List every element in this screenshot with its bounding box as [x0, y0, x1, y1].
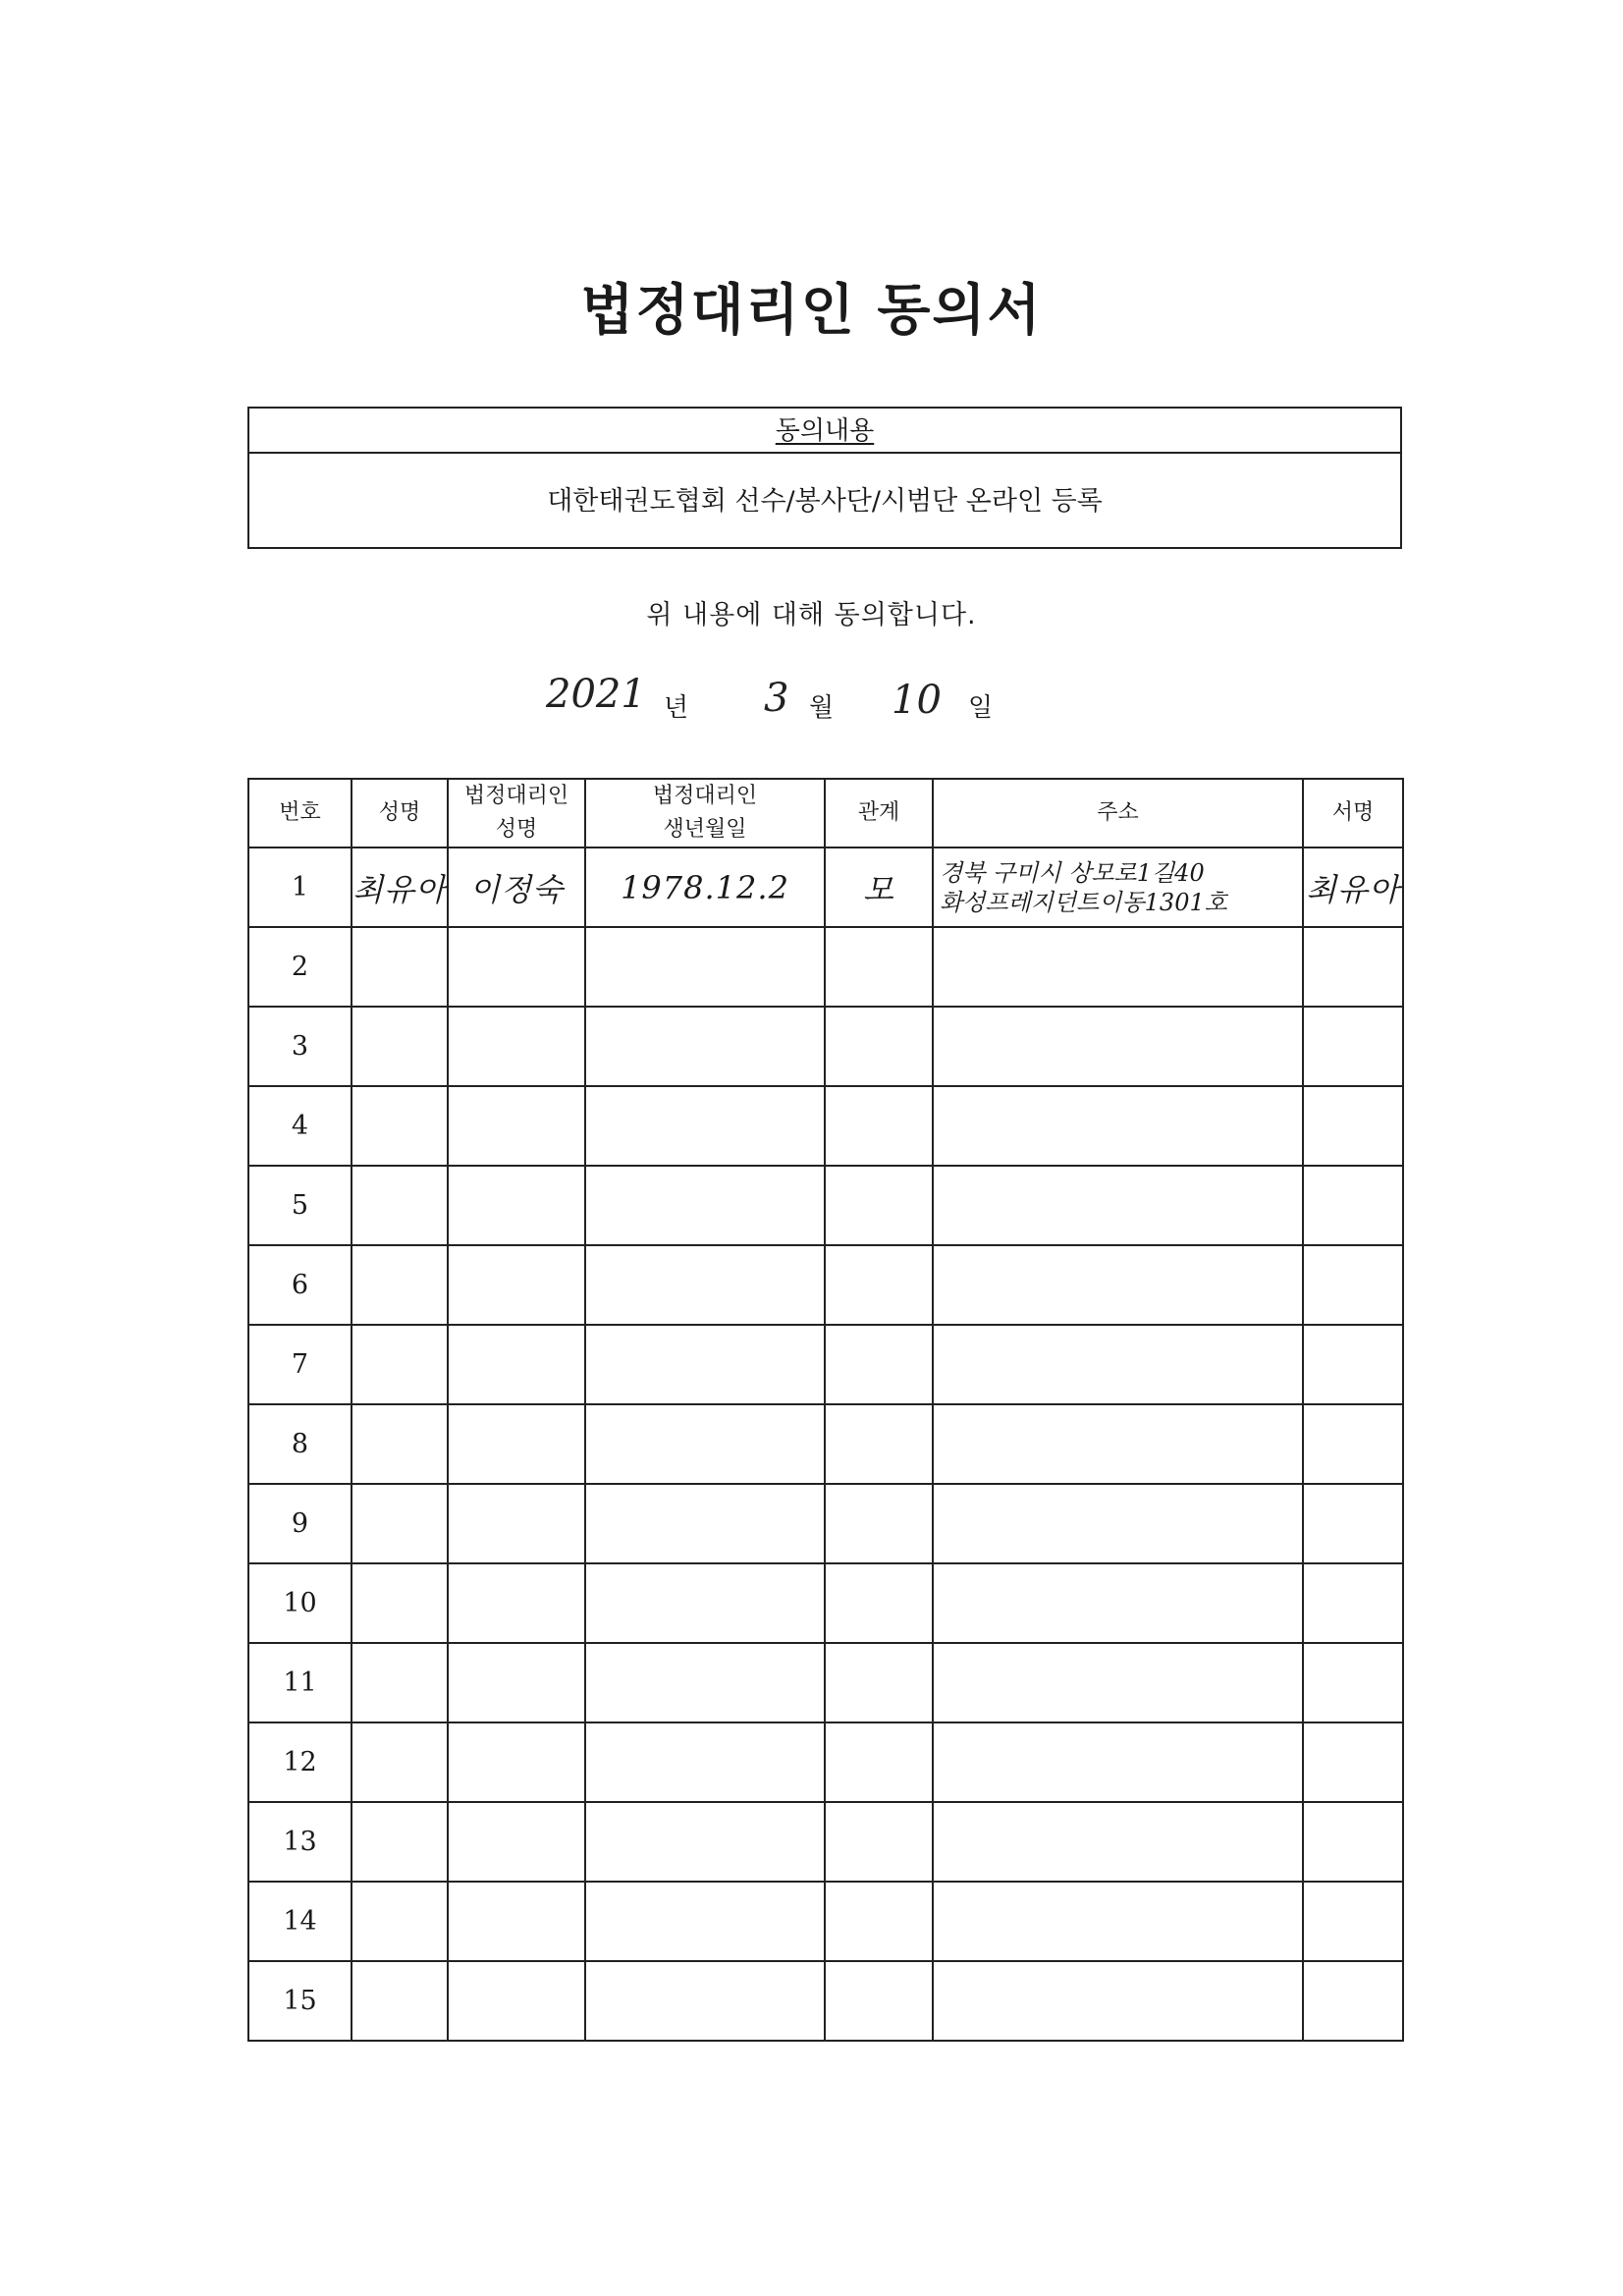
- header-name: 성명: [352, 779, 448, 847]
- cell-guardian-birth[interactable]: [585, 1245, 825, 1325]
- cell-guardian-birth[interactable]: [585, 1484, 825, 1563]
- cell-guardian-birth[interactable]: [585, 1722, 825, 1802]
- cell-address[interactable]: [933, 927, 1303, 1007]
- consent-body-text: 대한태권도협회 선수/봉사단/시범단 온라인 등록: [547, 486, 1103, 517]
- cell-name[interactable]: [352, 1722, 448, 1802]
- row-number: 4: [248, 1086, 352, 1166]
- row-number: 9: [248, 1484, 352, 1563]
- cell-guardian-birth[interactable]: [585, 1882, 825, 1961]
- cell-relation[interactable]: [825, 1404, 933, 1484]
- cell-relation[interactable]: [825, 1245, 933, 1325]
- header-relation: 관계: [825, 779, 933, 847]
- cell-name[interactable]: [352, 1882, 448, 1961]
- cell-address[interactable]: [933, 1961, 1303, 2041]
- table-row: [248, 1643, 1403, 1722]
- consent-header-label: 동의내용: [775, 416, 875, 446]
- agreement-statement: 위 내용에 대해 동의합니다.: [646, 600, 977, 630]
- cell-guardian-name[interactable]: [448, 1802, 585, 1882]
- cell-guardian-name[interactable]: [448, 927, 585, 1007]
- cell-signature[interactable]: [1303, 1086, 1403, 1166]
- cell-signature[interactable]: [1303, 1961, 1403, 2041]
- cell-address[interactable]: [933, 1007, 1303, 1086]
- cell-guardian-birth[interactable]: [585, 1166, 825, 1245]
- cell-guardian-name[interactable]: [448, 1484, 585, 1563]
- cell-name[interactable]: [352, 1404, 448, 1484]
- header-guardian-name-line1: 법정대리인: [463, 784, 569, 808]
- row-number: 13: [248, 1802, 352, 1882]
- cell-guardian-birth[interactable]: [585, 1563, 825, 1643]
- cell-guardian-name[interactable]: [448, 1563, 585, 1643]
- cell-guardian-name[interactable]: [448, 1404, 585, 1484]
- table-row: [248, 1086, 1403, 1166]
- row-number: 7: [248, 1325, 352, 1404]
- cell-name[interactable]: [352, 1643, 448, 1722]
- table-row: [248, 1166, 1403, 1245]
- cell-guardian-birth[interactable]: [585, 1404, 825, 1484]
- table-row: [248, 1961, 1403, 2041]
- cell-address-line1: 경북 구미시 상모로1길40: [940, 858, 1205, 887]
- cell-name[interactable]: [352, 1325, 448, 1404]
- cell-name[interactable]: [352, 1166, 448, 1245]
- header-guardian-name: [448, 779, 585, 847]
- cell-signature[interactable]: 최유아: [1303, 847, 1403, 927]
- cell-guardian-birth[interactable]: [585, 1802, 825, 1882]
- date-month[interactable]: 3: [764, 676, 789, 721]
- consent-table-wrapper: [247, 778, 1404, 2042]
- cell-guardian-name[interactable]: [448, 1007, 585, 1086]
- cell-relation[interactable]: [825, 1722, 933, 1802]
- table-body: [248, 847, 1403, 2041]
- table-row: [248, 1404, 1403, 1484]
- row-number: 11: [248, 1643, 352, 1722]
- cell-signature[interactable]: [1303, 1563, 1403, 1643]
- date-day[interactable]: 10: [892, 678, 942, 723]
- header-guardian-birth-line2: 생년월일: [663, 817, 747, 842]
- cell-signature[interactable]: [1303, 1802, 1403, 1882]
- cell-signature[interactable]: [1303, 1245, 1403, 1325]
- cell-signature[interactable]: [1303, 1007, 1403, 1086]
- cell-relation[interactable]: [825, 1643, 933, 1722]
- row-number: 6: [248, 1245, 352, 1325]
- cell-signature[interactable]: [1303, 1484, 1403, 1563]
- table-row: [248, 1484, 1403, 1563]
- row-number: 2: [248, 927, 352, 1007]
- cell-guardian-name[interactable]: [448, 1166, 585, 1245]
- header-no: 번호: [248, 779, 352, 847]
- consent-content-box: [247, 407, 1402, 549]
- cell-address[interactable]: [933, 1563, 1303, 1643]
- cell-name[interactable]: [352, 1802, 448, 1882]
- header-guardian-birth: [585, 779, 825, 847]
- row-number: 10: [248, 1563, 352, 1643]
- cell-signature[interactable]: [1303, 1166, 1403, 1245]
- consent-header: [249, 409, 1400, 454]
- cell-address[interactable]: [933, 1166, 1303, 1245]
- date-line: [0, 674, 1623, 733]
- cell-relation[interactable]: [825, 1166, 933, 1245]
- cell-relation[interactable]: [825, 1882, 933, 1961]
- cell-name[interactable]: [352, 927, 448, 1007]
- cell-signature[interactable]: [1303, 1404, 1403, 1484]
- cell-guardian-name[interactable]: [448, 1086, 585, 1166]
- cell-relation[interactable]: [825, 1086, 933, 1166]
- cell-signature[interactable]: [1303, 1882, 1403, 1961]
- cell-guardian-name[interactable]: [448, 1643, 585, 1722]
- cell-guardian-birth[interactable]: [585, 927, 825, 1007]
- row-number: 1: [248, 847, 352, 927]
- cell-guardian-name[interactable]: [448, 1325, 585, 1404]
- cell-address[interactable]: [933, 1802, 1303, 1882]
- table-row: [248, 1245, 1403, 1325]
- cell-address[interactable]: [933, 1325, 1303, 1404]
- header-signature: 서명: [1303, 779, 1403, 847]
- cell-relation[interactable]: [825, 1484, 933, 1563]
- header-address: 주소: [933, 779, 1303, 847]
- cell-guardian-name[interactable]: [448, 1882, 585, 1961]
- cell-guardian-birth[interactable]: [585, 1086, 825, 1166]
- table-row: [248, 1802, 1403, 1882]
- cell-relation[interactable]: [825, 1802, 933, 1882]
- cell-guardian-birth[interactable]: [585, 1643, 825, 1722]
- table-row: [248, 847, 1403, 927]
- cell-address[interactable]: [933, 1245, 1303, 1325]
- cell-address[interactable]: [933, 1086, 1303, 1166]
- row-number: 12: [248, 1722, 352, 1802]
- table-row: [248, 1563, 1403, 1643]
- cell-name[interactable]: [352, 1563, 448, 1643]
- cell-address[interactable]: [933, 1882, 1303, 1961]
- row-number: 14: [248, 1882, 352, 1961]
- cell-name[interactable]: [352, 1961, 448, 2041]
- cell-address[interactable]: [933, 1722, 1303, 1802]
- cell-signature[interactable]: [1303, 927, 1403, 1007]
- header-guardian-name-line2: 성명: [495, 817, 538, 842]
- header-guardian-birth-line1: 법정대리인: [652, 784, 758, 808]
- cell-guardian-name[interactable]: [448, 1961, 585, 2041]
- consent-table: [247, 778, 1404, 2042]
- cell-signature[interactable]: [1303, 1643, 1403, 1722]
- cell-relation[interactable]: [825, 927, 933, 1007]
- cell-name[interactable]: [352, 1086, 448, 1166]
- table-row: [248, 1007, 1403, 1086]
- table-row: [248, 1882, 1403, 1961]
- date-year-label: 년: [664, 693, 689, 723]
- cell-address[interactable]: [933, 1643, 1303, 1722]
- cell-relation[interactable]: 모: [825, 847, 933, 927]
- cell-guardian-birth[interactable]: [585, 1325, 825, 1404]
- cell-guardian-birth[interactable]: [585, 1961, 825, 2041]
- cell-relation[interactable]: [825, 1563, 933, 1643]
- date-day-label: 일: [968, 693, 994, 723]
- row-number: 3: [248, 1007, 352, 1086]
- cell-name[interactable]: [352, 1245, 448, 1325]
- cell-name[interactable]: 최유아: [352, 847, 448, 927]
- cell-relation[interactable]: [825, 1961, 933, 2041]
- cell-signature[interactable]: [1303, 1722, 1403, 1802]
- row-number: 15: [248, 1961, 352, 2041]
- cell-signature[interactable]: [1303, 1325, 1403, 1404]
- cell-guardian-name[interactable]: [448, 1245, 585, 1325]
- row-number: 8: [248, 1404, 352, 1484]
- cell-address[interactable]: [933, 1404, 1303, 1484]
- cell-name[interactable]: [352, 1007, 448, 1086]
- cell-address-line2: 화성프레지던트이동1301호: [940, 888, 1227, 916]
- cell-guardian-birth[interactable]: 1978.12.2: [585, 847, 825, 927]
- table-header-row: [248, 779, 1403, 847]
- table-row: [248, 1325, 1403, 1404]
- document-title: 법정대리인 동의서: [580, 279, 1043, 343]
- cell-name[interactable]: [352, 1484, 448, 1563]
- cell-guardian-name[interactable]: [448, 1722, 585, 1802]
- cell-guardian-birth[interactable]: [585, 1007, 825, 1086]
- cell-relation[interactable]: [825, 1325, 933, 1404]
- cell-guardian-name[interactable]: 이정숙: [448, 847, 585, 927]
- date-month-label: 월: [809, 693, 835, 723]
- row-number: 5: [248, 1166, 352, 1245]
- table-row: [248, 1722, 1403, 1802]
- cell-address[interactable]: [933, 847, 1303, 927]
- cell-address[interactable]: [933, 1484, 1303, 1563]
- date-year[interactable]: 2021: [546, 672, 646, 717]
- cell-relation[interactable]: [825, 1007, 933, 1086]
- table-row: [248, 927, 1403, 1007]
